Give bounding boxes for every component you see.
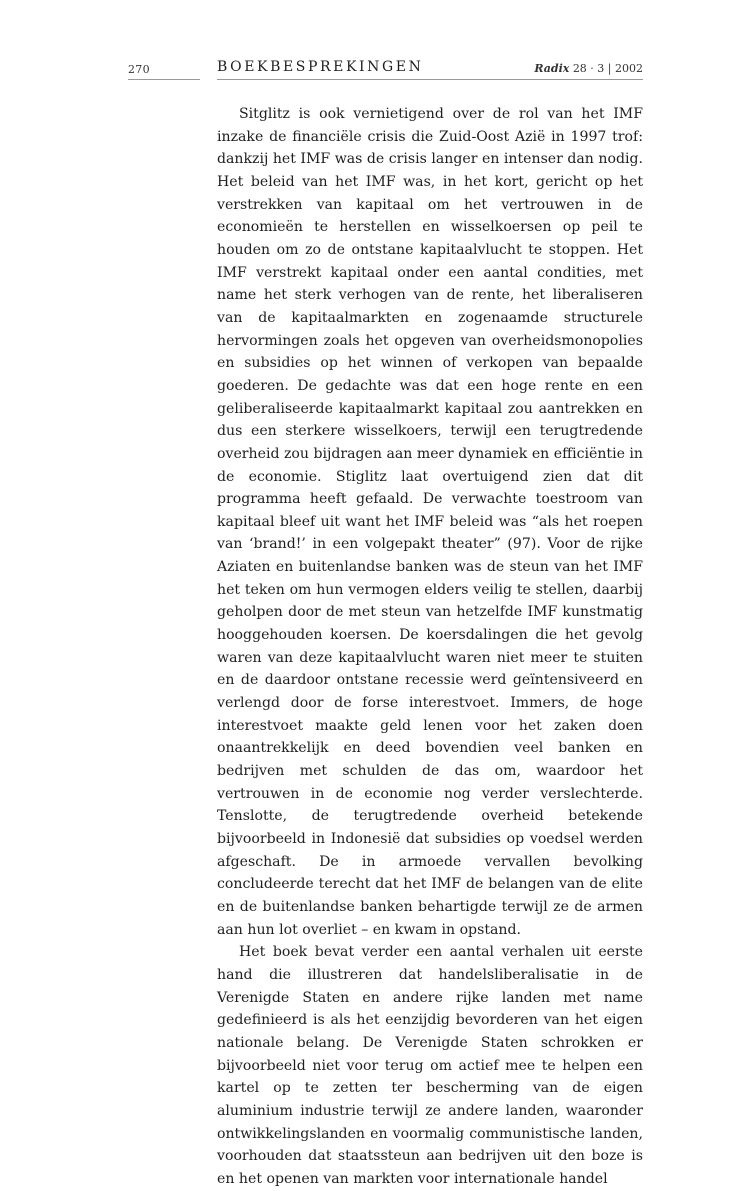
journal-name: Radix xyxy=(534,62,570,75)
paragraph-1: Sitglitz is ook vernietigend over de rol van het IMF inzake de financiële crisis die Zuid-Oost Azië in 1997 trof: dankzij het IMF was de crisis langer en intenser dan nodig. Het beleid van het IMF was, in het kort, gericht op het verstrekken van kapitaal om het vertrouwen in de economieën te herstellen en wisselkoersen op peil te houden om zo de ontstane kapitaalvlucht te stoppen. Het IMF verstrekt kapitaal onder een aantal condities, met name het sterk verhogen van de rente, het liberaliseren van de kapitaalmarkten en zogenaamde structurele hervormingen zoals het opgeven van overheidsmonopolies en subsidies op het winnen of verkopen van bepaalde goederen. De gedachte was dat een hoge rente en een geliberaliseerde kapitaalmarkt kapitaal zou aantrekken en dus een sterkere wisselkoers, terwijl een terugtredende overheid zou bijdragen aan meer dynamiek en efficiëntie in de economie. Stiglitz laat overtuigend zien dat dit programma heeft gefaald. De verwachte toestroom van kapitaal bleef uit want het IMF beleid was “als het roepen van ‘brand!’ in een volgepakt theater” (97). Voor de rijke Aziaten en buitenlandse banken was de steun van het IMF het teken om hun vermogen elders veilig te stellen, daarbij geholpen door de met steun van hetzelfde IMF kunstmatig hooggehouden koersen. De koersdalingen die het gevolg waren van deze kapitaalvlucht waren niet meer te stuiten en de daardoor ontstane recessie werd geïntensiveerd en verlengd door de forse interestvoet. Immers, de hoge interestvoet maakte geld lenen voor het zaken doen onaantrekkelijk en deed bovendien veel banken en bedrijven met schulden de das om, waardoor het vertrouwen in de economie nog verder verslechterde. Tenslotte, de terugtredende overheid betekende bijvoorbeeld in Indonesië dat subsidies op voedsel werden afgeschaft. De in armoede vervallen bevolking concludeerde terecht dat het IMF de belangen van de elite en de buitenlandse banken behartigde terwijl ze de armen aan hun lot overliet – en kwam in opstand. xyxy=(217,106,643,938)
journal-reference xyxy=(534,62,643,75)
header-rule-right xyxy=(217,79,643,80)
page-number: 270 xyxy=(128,63,150,76)
header-rule-left xyxy=(128,79,200,80)
journal-issue: 28 · 3 | 2002 xyxy=(572,62,643,75)
section-title: BOEKBESPREKINGEN xyxy=(217,59,424,75)
article-body xyxy=(217,103,643,1191)
paragraph-2: Het boek bevat verder een aantal verhalen uit eerste hand die illustreren dat handelsliberalisatie in de Verenigde Staten en andere rijke landen met name gedefinieerd is als het eenzijdig bevorderen van het eigen nationale belang. De Verenigde Staten schrokken er bijvoorbeeld niet voor terug om actief mee te helpen een kartel op te zetten ter bescherming van de eigen aluminium industrie terwijl ze andere landen, waaronder ontwikkelingslanden en voormalig communistische landen, voorhouden dat staatssteun aan bedrijven uit den boze is en het openen van markten voor internationale handel xyxy=(217,944,643,1187)
